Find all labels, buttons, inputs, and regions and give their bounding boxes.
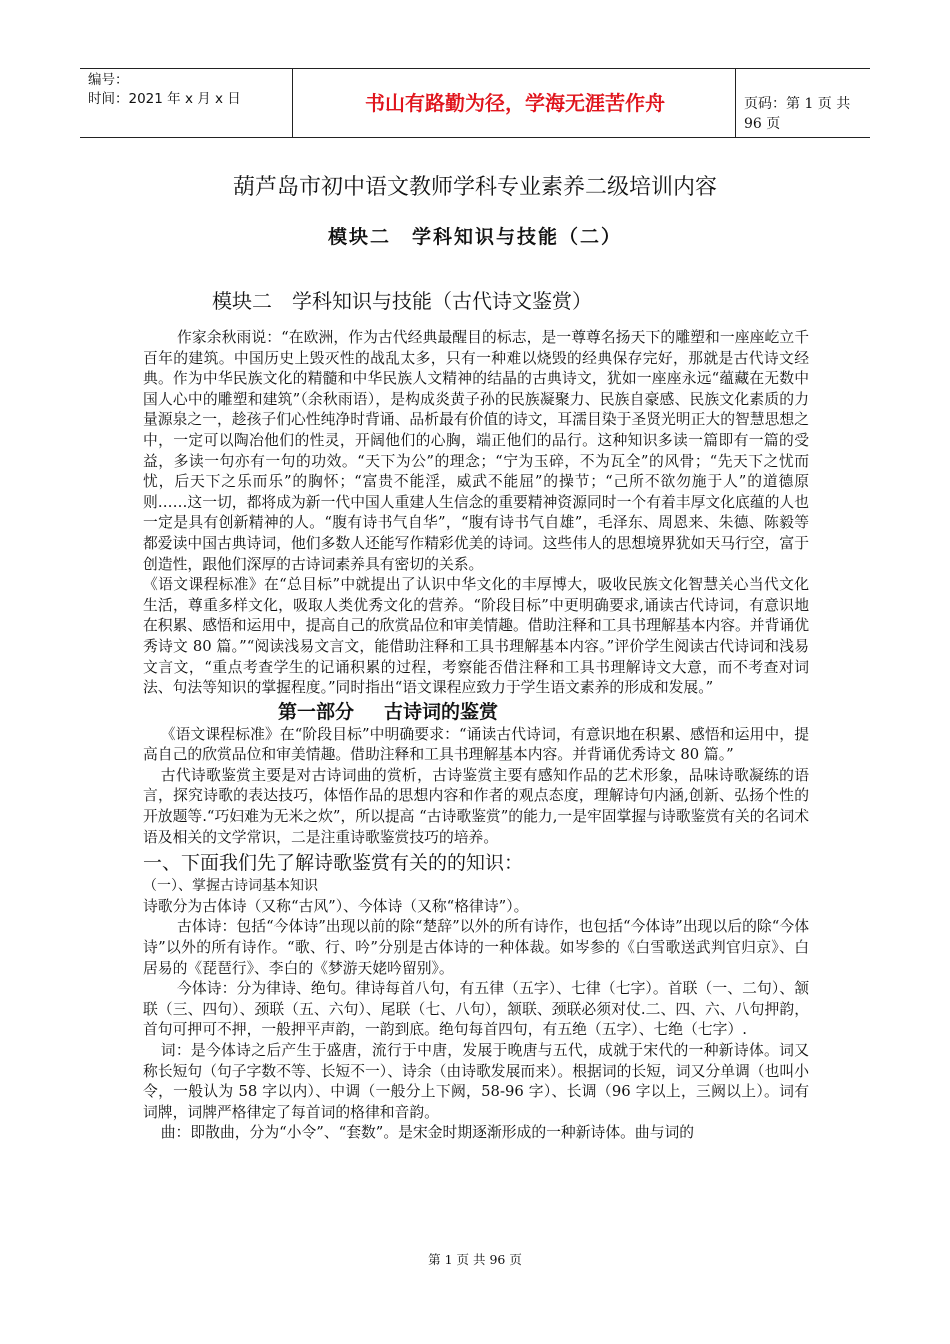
part-heading — [143, 699, 809, 725]
paragraph-qu: 曲：即散曲，分为“小令”、“套数”。是宋金时期逐渐形成的一种新诗体。曲与词的 — [160, 1124, 695, 1142]
paragraph-modern-style: 今体诗：分为律诗、绝句。律诗每首八句，有五律（五字）、七律（七字）。首联（一、二句）、颔联（三、四句）、颈联（五、六句）、尾联（七、八句），颔联、颈联必须对仗.二、四、六、八句押韵，首句可押可不押，一般押平声韵，一韵到底。绝句每首四句，有五绝（五字）、七绝（七字）. — [143, 980, 809, 1039]
header-divider — [292, 69, 293, 137]
paragraph-ci: 词：是今体诗之后产生于盛唐，流行于中唐，发展于晚唐与五代，成就于宋代的一种新诗体。词又称长短句（句子字数不等、长短不一）、诗余（由诗歌发展而来）。根据词的长短，词又分单调（也叫小令，一般认为 58 字以内）、中调（一般分上下阙，58-96 字）、长调（96 字以上，三阙以上）。词有词牌，词牌严格律定了每首词的格律和音韵。 — [143, 1042, 809, 1121]
document-body — [143, 328, 809, 1144]
page-footer: 第 1 页 共 96 页 — [428, 1252, 522, 1267]
paragraph-curriculum: 《语文课程标准》在“总目标”中就提出了认识中华文化的丰厚博大，吸收民族文化智慧关心当代文化生活，尊重多样文化，吸取人类优秀文化的营养。“阶段目标”中更明确要求,诵读古代诗词，有意识地在积累、感悟和运用中，提高自己的欣赏品位和审美情趣。借助注释和工具书理解基本内容。并背诵优秀诗文 80 篇。”“阅读浅易文言文，能借助注释和工具书理解基本内容。”评价学生阅读古代诗词和浅易文言文，“重点考查学生的记诵积累的过程，考察能否借注释和工具书理解诗文大意，而不考查对词法、句法等知识的掌握程度。”同时指出“语文课程应致力于学生语文素养的形成和发展。” — [143, 576, 809, 697]
document-subtitle: 模块二 学科知识与技能（二） — [327, 226, 622, 248]
document-title: 葫芦岛市初中语文教师学科专业素养二级培训内容 — [232, 175, 717, 200]
paragraph-intro: 作家余秋雨说：“在欧洲，作为古代经典最醒目的标志，是一尊尊名扬天下的雕塑和一座座屹立千百年的建筑。中国历史上毁灭性的战乱太多，只有一种难以烧毁的经典保存完好，那就是古代诗文经典。作为中华民族文化的精髓和中华民族人文精神的结晶的古典诗文，犹如一座座永远“蕴藏在无数中国人心中的雕塑和建筑”（余秋雨语），是构成炎黄子孙的民族凝聚力、民族自豪感、民族文化素质的力量源泉之一，趁孩子们心性纯净时背诵、品析最有价值的诗文，耳濡目染于圣贤光明正大的智慧思想之中，一定可以陶冶他们的性灵，开阔他们的心胸，端正他们的品行。这种知识多读一篇即有一篇的受益，多读一句亦有一句的功效。“天下为公”的理念；“宁为玉碎，不为瓦全”的风骨；“先天下之忧而忧，后天下之乐而乐”的胸怀；“富贵不能淫，威武不能屈”的操节；“己所不欲勿施于人”的道德原则……这一切，都将成为新一代中国人重建人生信念的重要精神资源同时一个有着丰厚文化底蕴的人也一定是具有创新精神的人。“腹有诗书气自华”，“腹有诗书气自雄”，毛泽东、周恩来、朱德、陈毅等都爱读中国古典诗词，他们多数人还能写作精彩优美的诗词。这些伟人的思想境界犹如天马行空，富于创造性，跟他们深厚的古诗词素养具有密切的关系。 — [143, 329, 809, 573]
header-page-info: 页码：第 1 页 共 96 页 — [744, 96, 851, 132]
paragraph-stage-goals: 《语文课程标准》在“阶段目标”中明确要求：“诵读古代诗词，有意识地在积累、感悟和运用中，提高自己的欣赏品位和审美情趣。借助注释和工具书理解基本内容。并背诵优秀诗文 80 篇。” — [143, 725, 809, 764]
part-title: 古诗词的鉴赏 — [384, 700, 499, 723]
header-divider — [735, 69, 736, 137]
part-label: 第一部分 — [278, 700, 355, 723]
paragraph-appreciation: 古代诗歌鉴赏主要是对古诗词曲的赏析，古诗鉴赏主要有感知作品的艺术形象，品味诗歌凝练的语言，探究诗歌的表达技巧，体悟作品的思想内容和作者的观点态度，理解诗句内涵,创新、弘扬个性的开放题等.“巧妇难为无米之炊”，所以提高 “古诗歌鉴赏”的能力,一是牢固掌握与诗歌鉴赏有关的名词术语及相关的文学常识，二是注重诗歌鉴赏技巧的培养。 — [143, 766, 809, 846]
time-label: 时间：2021 年 x 月 x 日 — [88, 91, 241, 107]
header-meta — [88, 71, 288, 109]
header-slogan: 书山有路勤为径，学海无涯苦作舟 — [365, 91, 665, 115]
paragraph-poem-types: 诗歌分为古体诗（又称“古风”）、今体诗（又称“格律诗”）。 — [143, 897, 529, 915]
paragraph-ancient-style: 古体诗：包括“今体诗”出现以前的除“楚辞”以外的所有诗作，也包括“今体诗”出现以后的除“今体诗”以外的所有诗作。“歌、行、吟”分别是古体诗的一种体裁。如岑参的《白雪歌送武判官归京》、白居易的《琵琶行》、李白的《梦游天姥吟留别》。 — [143, 918, 809, 977]
section-heading: 一、下面我们先了解诗歌鉴赏有关的的知识： — [143, 852, 524, 875]
module-heading: 模块二 学科知识与技能（古代诗文鉴赏） — [212, 289, 592, 313]
page-header — [80, 68, 870, 138]
number-label: 编号： — [88, 72, 129, 88]
subsection-heading: （一）、掌握古诗词基本知识 — [143, 878, 318, 895]
